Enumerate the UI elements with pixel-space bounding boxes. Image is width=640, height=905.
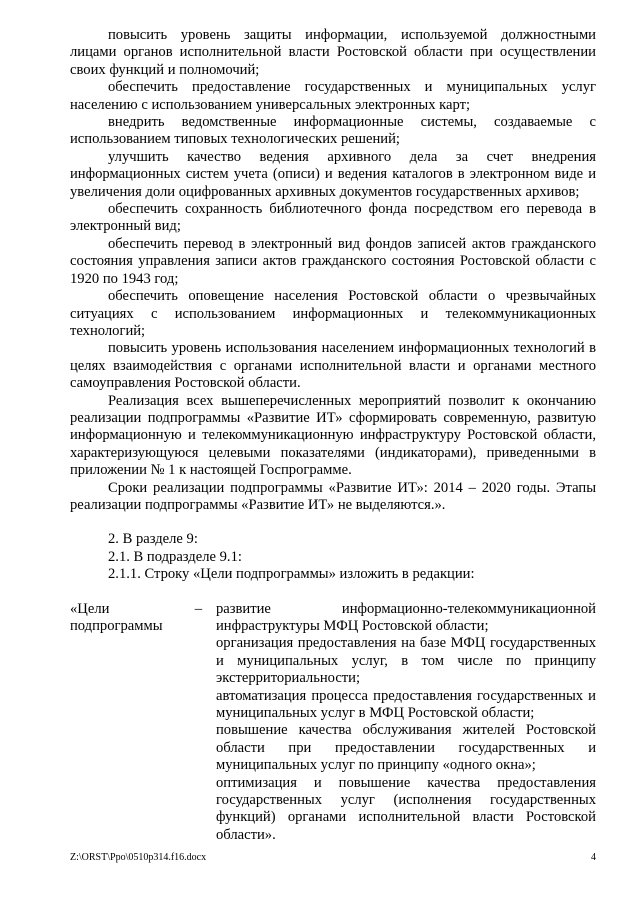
paragraph: обеспечить оповещение населения Ростовской области о чрезвычайных ситуациях с использованием информационных и телекоммуникационных технологий; (70, 288, 596, 339)
paragraph: Реализация всех вышеперечисленных мероприятий позволит к окончанию реализации подпрограммы «Развитие ИТ» сформировать современную, развитую информационную и телекоммуникационную инфраструктуру Ростовской области, характеризующуюся целевыми показателями (индикаторами), приведенными в приложении № 1 к настоящей Госпрограмме. (70, 392, 596, 479)
instruction-paragraph: 2.1.1. Строку «Цели подпрограммы» изложить в редакции: (108, 566, 475, 583)
section-heading: 2. В разделе 9: (108, 531, 198, 548)
footer-file-path: Z:\ORST\Ppo\0510p314.f16.docx (70, 852, 207, 863)
goal-item: организация предоставления на базе МФЦ государственных и муниципальных услуг, в том числе по принципу экстерриториальности; (216, 635, 596, 687)
paragraph: Сроки реализации подпрограммы «Развитие ИТ»: 2014 – 2020 годы. Этапы реализации подпрограммы «Развитие ИТ» не выделяются.». (70, 479, 596, 513)
page-number: 4 (591, 852, 596, 863)
document-body (70, 27, 596, 844)
page-footer (70, 852, 596, 863)
paragraph: повысить уровень защиты информации, используемой должностными лицами органов исполнительной власти Ростовской области при осуществлении своих функций и полномочий; (70, 27, 596, 78)
goal-item: повышение качества обслуживания жителей Ростовской области при предоставлении государственных и муниципальных услуг по принципу «одного окна»; (216, 722, 596, 774)
paragraph: повысить уровень использования населением информационных технологий в целях взаимодействия с органами исполнительной власти и органами местного самоуправления Ростовской области. (70, 340, 596, 392)
goal-item: развитие информационно-телекоммуникационной инфраструктуры МФЦ Ростовской области; (216, 600, 596, 634)
paragraph: обеспечить предоставление государственных и муниципальных услуг населению с использованием универсальных электронных карт; (70, 79, 596, 113)
paragraph: обеспечить перевод в электронный вид фондов записей актов гражданского состояния управления записи актов гражданского состояния Ростовской области с 1920 по 1943 год; (70, 235, 596, 287)
subsection-heading: 2.1. В подразделе 9.1: (108, 548, 242, 565)
goal-item: автоматизация процесса предоставления государственных и муниципальных услуг в МФЦ Ростовской области; (216, 687, 596, 722)
paragraph: внедрить ведомственные информационные системы, создаваемые с использованием типовых технологических решений; (70, 114, 596, 148)
paragraph-spacer (70, 514, 596, 531)
goals-label-cell (70, 601, 208, 845)
goals-items (216, 601, 596, 845)
goals-dash: – (194, 600, 202, 617)
goals-label: «Цели подпрограммы (70, 600, 163, 634)
goal-item: оптимизация и повышение качества предоставления государственных услуг (исполнения государственных функций) органами исполнительной власти Ростовской области». (216, 774, 596, 843)
paragraph: обеспечить сохранность библиотечного фонда посредством его перевода в электронный вид; (70, 201, 596, 235)
goals-row (70, 601, 596, 845)
paragraph: улучшить качество ведения архивного дела за счет внедрения информационных систем учета (описи) и ведения каталогов в электронном виде и увеличения доли оцифрованных архивных документов государственных архивов; (70, 148, 596, 200)
